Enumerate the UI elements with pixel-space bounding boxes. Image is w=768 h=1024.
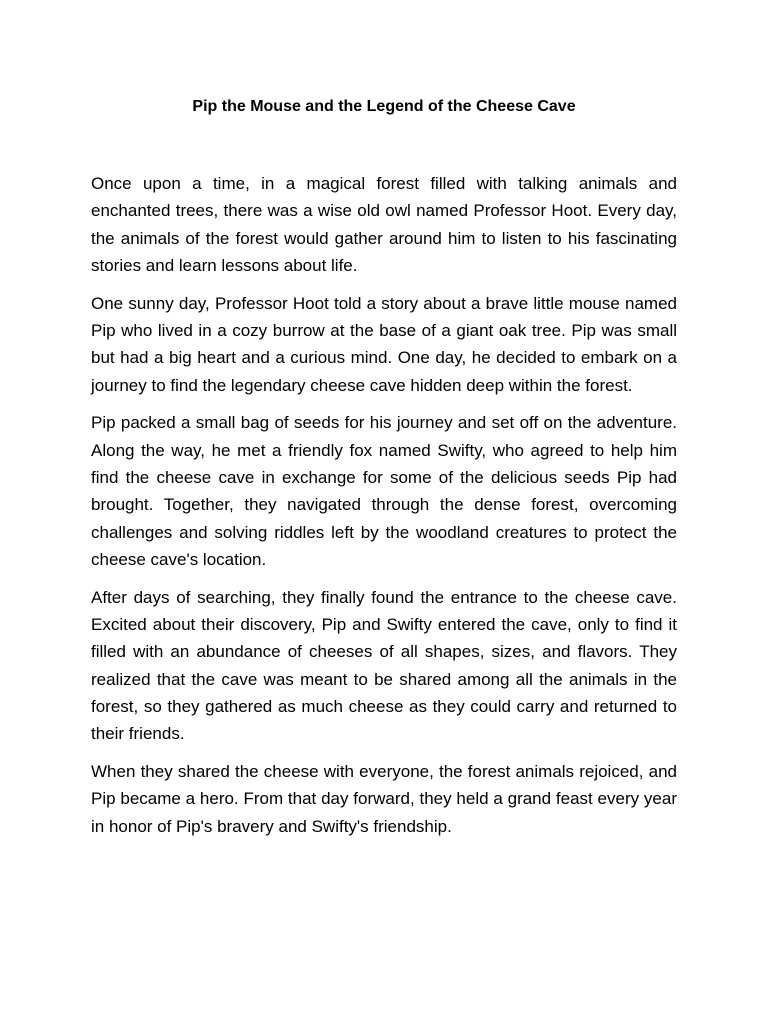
document-title: Pip the Mouse and the Legend of the Cheese Cave xyxy=(192,98,576,115)
paragraph-3: Pip packed a small bag of seeds for his journey and set off on the adventure. Along the way, he met a friendly fox named Swifty, who agreed to help him find the cheese cave in exchange for some of the delicious seeds Pip had brought. Together, they navigated through the dense forest, overcoming challenges and solving riddles left by the woodland creatures to protect the cheese cave's location. xyxy=(91,413,677,569)
paragraph-4: After days of searching, they finally found the entrance to the cheese cave. Excited about their discovery, Pip and Swifty entered the cave, only to find it filled with an abundance of cheeses of all shapes, sizes, and flavors. They realized that the cave was meant to be shared among all the animals in the forest, so they gathered as much cheese as they could carry and returned to their friends. xyxy=(91,587,677,744)
paragraph-2: One sunny day, Professor Hoot told a story about a brave little mouse named Pip who lived in a cozy burrow at the base of a giant oak tree. Pip was small but had a big heart and a curious mind. One day, he decided to embark on a journey to find the legendary cheese cave hidden deep within the forest. xyxy=(91,293,677,395)
document-body xyxy=(91,170,677,850)
paragraph-5: When they shared the cheese with everyone, the forest animals rejoiced, and Pip became a hero. From that day forward, they held a grand feast every year in honor of Pip's bravery and Swifty's friendship. xyxy=(91,761,677,836)
paragraph-1: Once upon a time, in a magical forest filled with talking animals and enchanted trees, there was a wise old owl named Professor Hoot. Every day, the animals of the forest would gather around him to listen to his fascinating stories and learn lessons about life. xyxy=(91,174,677,275)
